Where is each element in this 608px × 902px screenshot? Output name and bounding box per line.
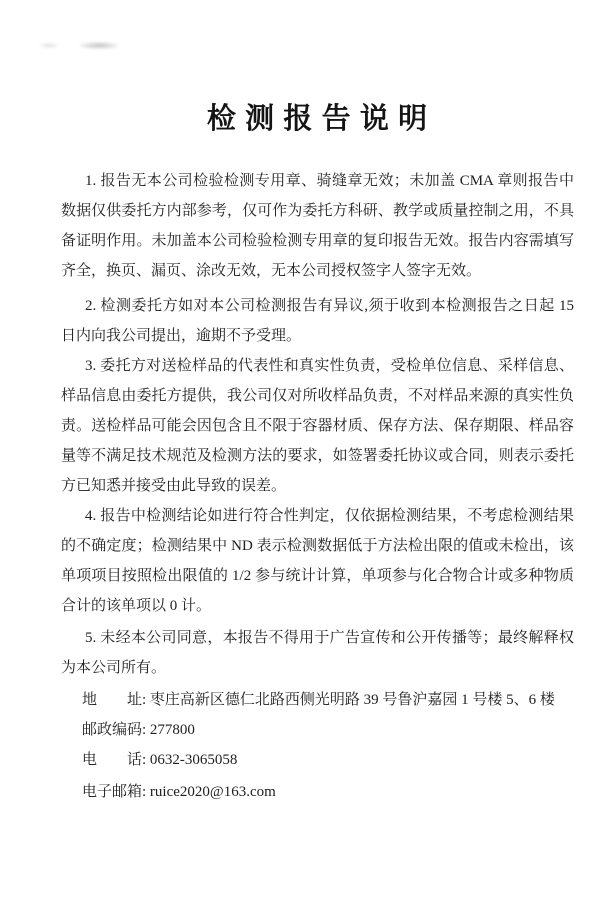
paragraph-3-line: 3. 委托方对送检样品的代表性和真实性负责，受检单位信息、采样信息、 — [85, 358, 574, 374]
paragraph-1-line: 备证明作用。未加盖本公司检验检测专用章的复印报告无效。报告内容需填写 — [61, 233, 574, 249]
paragraph-5-line: 为本公司所有。 — [61, 660, 167, 676]
paragraph-1-line: 1. 报告无本公司检验检测专用章、骑缝章无效；未加盖 CMA 章则报告中 — [85, 173, 574, 189]
contact-postal-code-line: 邮政编码: 277800 — [82, 722, 195, 738]
paragraph-5-line: 5. 未经本公司同意，本报告不得用于广告宣传和公开传播等；最终解释权 — [85, 630, 574, 646]
contact-address-line: 地 址: 枣庄高新区德仁北路西侧光明路 39 号鲁沪嘉园 1 号楼 5、6 楼 — [82, 692, 555, 708]
paragraph-4-line: 单项项目按照检出限值的 1/2 参与统计计算，单项参与化合物合计或多种物质 — [61, 568, 574, 584]
contact-phone-line: 电 话: 0632-3065058 — [82, 752, 238, 768]
paragraph-2-line: 日内向我公司提出，逾期不予受理。 — [61, 328, 302, 344]
paragraph-4-line: 合计的该单项以 0 计。 — [61, 598, 212, 614]
scan-smudge-mark — [40, 43, 58, 48]
paragraph-3-line: 样品信息由委托方提供，我公司仅对所收样品负责，不对样品来源的真实性负 — [61, 388, 574, 404]
paragraph-4-line: 4. 报告中检测结论如进行符合性判定，仅依据检测结果，不考虑检测结果 — [85, 508, 574, 524]
contact-email-line: 电子邮箱: ruice2020@163.com — [82, 784, 276, 800]
paragraph-4-line: 的不确定度；检测结果中 ND 表示检测数据低于方法检出限的值或未检出，该 — [61, 538, 574, 554]
body-text — [61, 166, 574, 807]
document-content — [61, 0, 574, 807]
paragraph-3-line: 责。送检样品可能会因包含且不限于容器材质、保存方法、保存期限、样品容 — [61, 418, 574, 434]
paragraph-3-line: 量等不满足技术规范及检测方法的要求，如签署委托协议或合同，则表示委托 — [61, 448, 574, 464]
paragraph-3-line: 方已知悉并接受由此导致的误差。 — [61, 478, 287, 494]
page-title: 检 测 报 告 说 明 — [206, 103, 429, 135]
paragraph-2-line: 2. 检测委托方如对本公司检测报告有异议,须于收到本检测报告之日起 15 — [85, 298, 574, 314]
paragraph-1-line: 齐全，换页、漏页、涂改无效，无本公司授权签字人签字无效。 — [61, 263, 482, 279]
paragraph-1-line: 数据仅供委托方内部参考，仅可作为委托方科研、教学或质量控制之用，不具 — [61, 203, 574, 219]
